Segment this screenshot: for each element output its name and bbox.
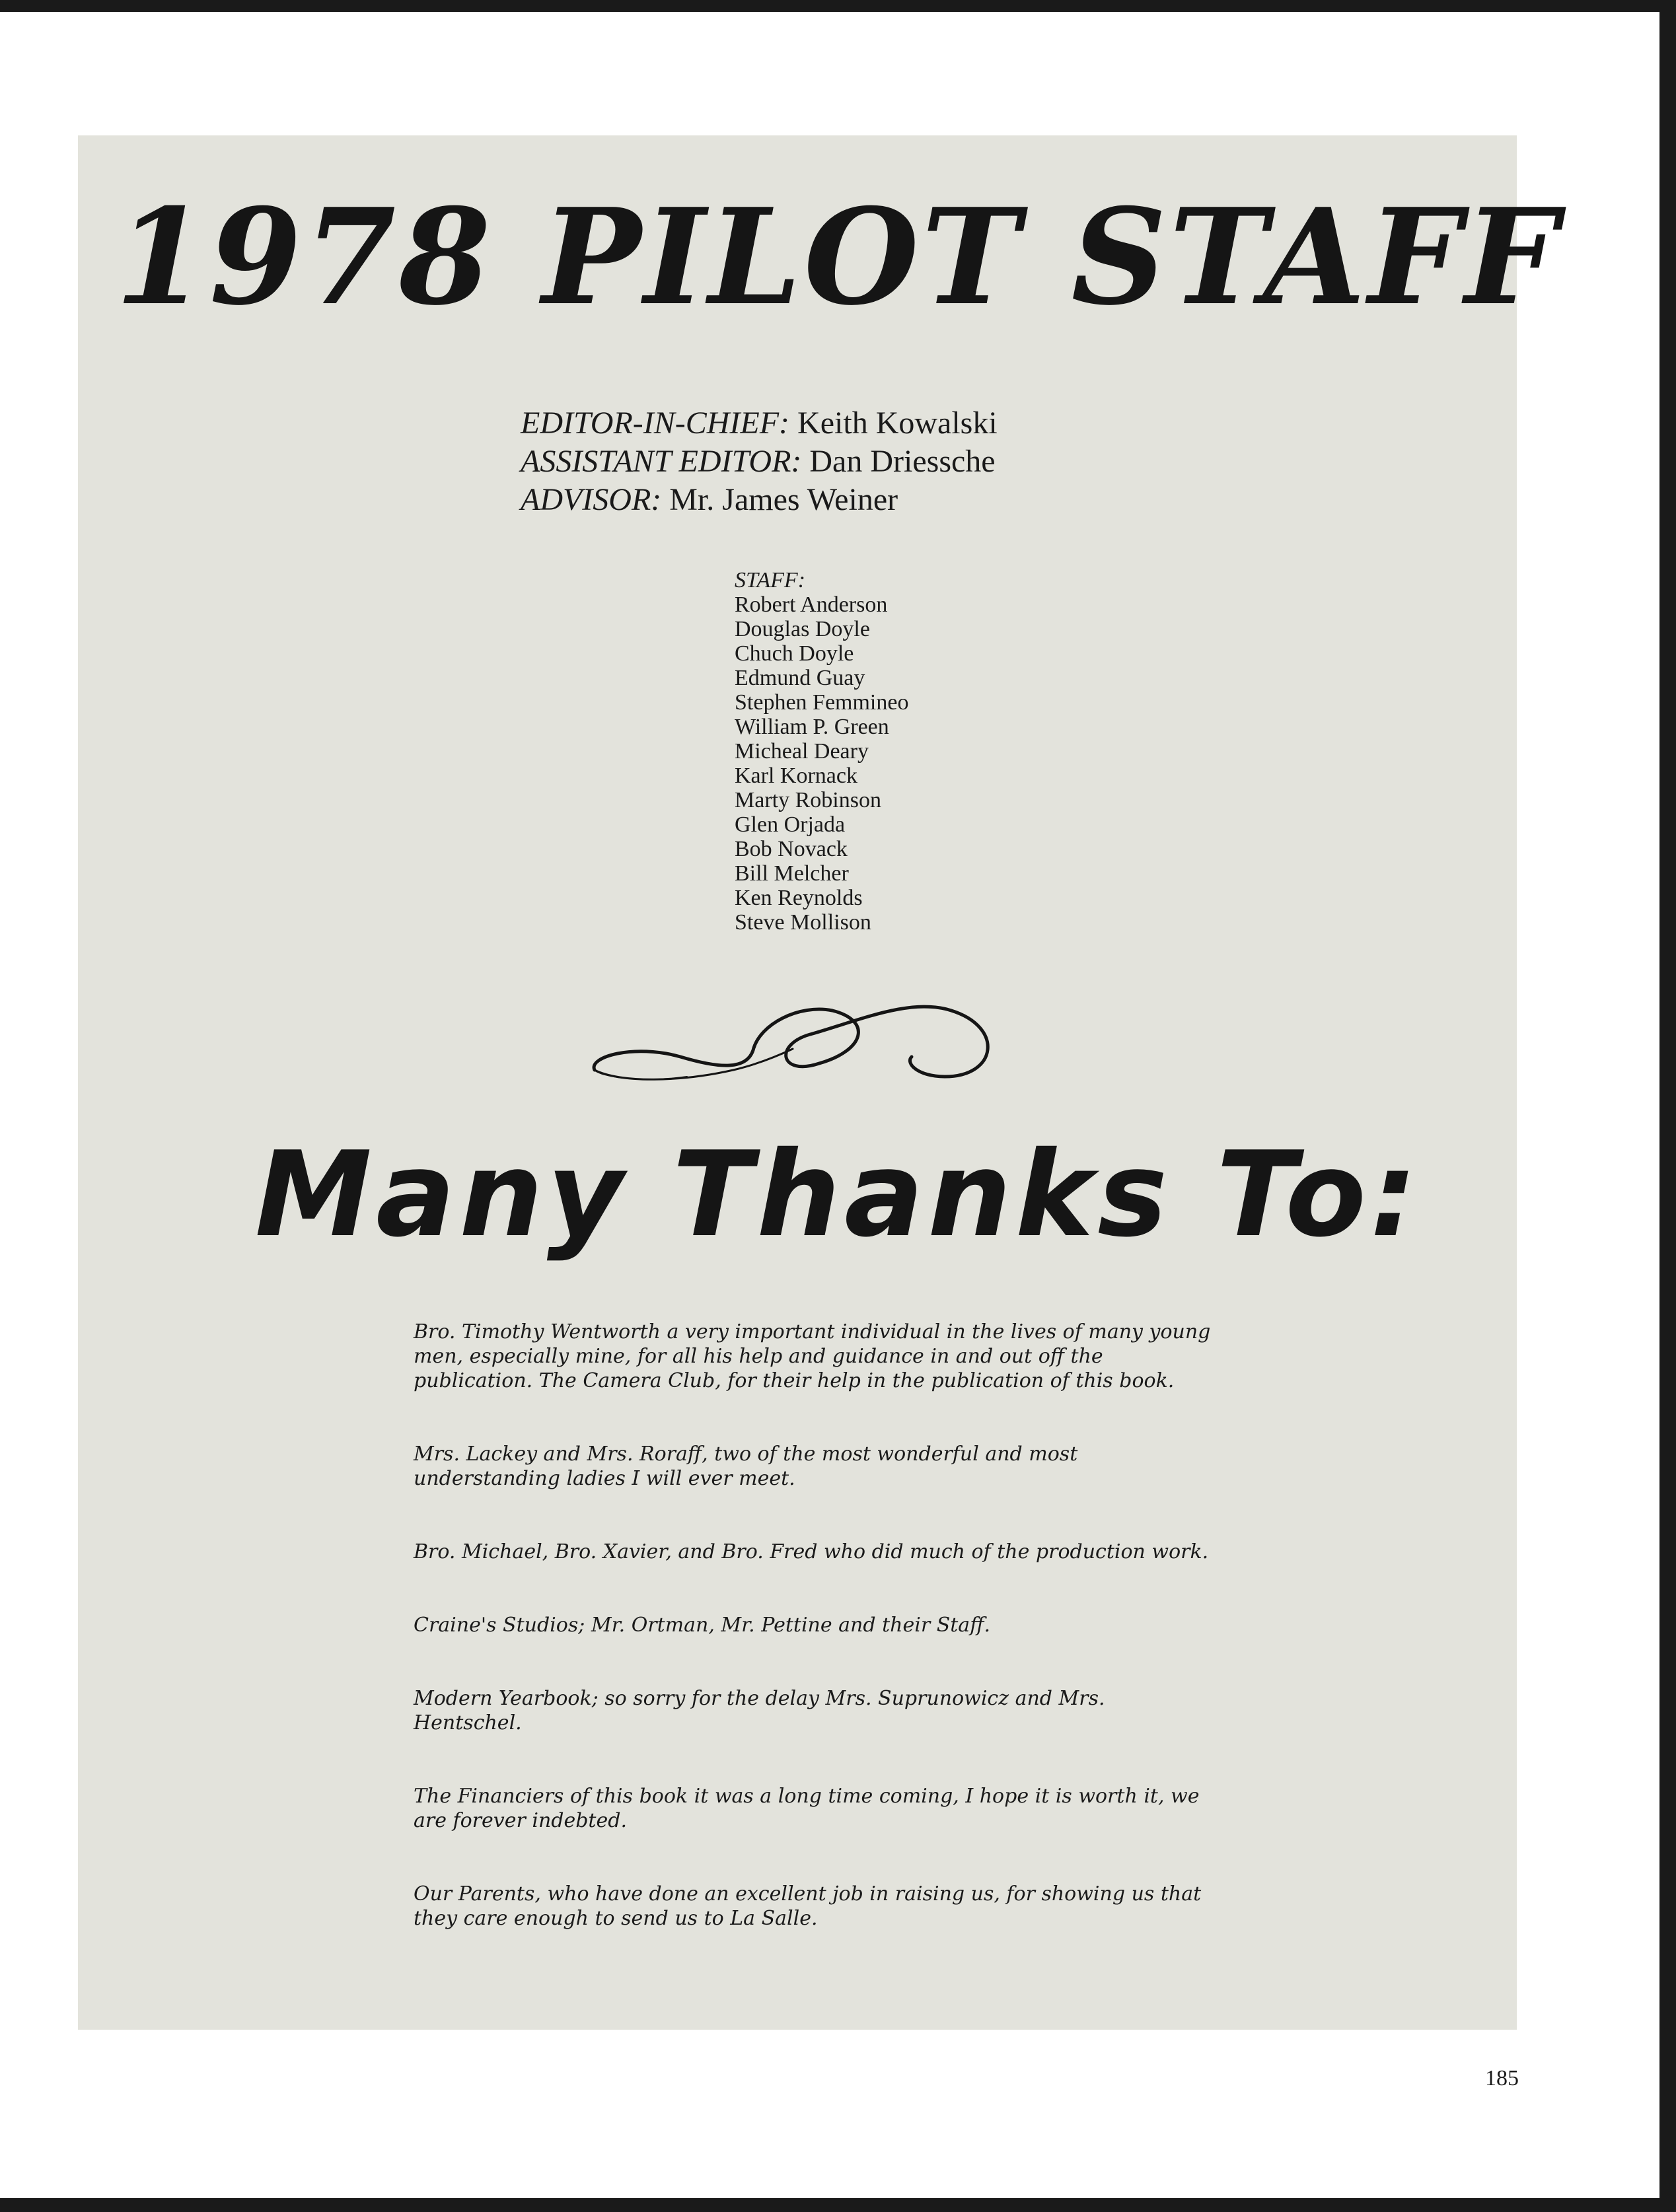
staff-member: Bill Melcher <box>735 861 849 886</box>
editor-role: EDITOR-IN-CHIEF: <box>521 406 790 441</box>
staff-member: Stephen Femmineo <box>735 690 909 715</box>
acknowledgement-paragraph: Mrs. Lackey and Mrs. Roraff, two of the most wonderful and most understanding ladies I will ever meet. <box>414 1443 1078 1490</box>
acknowledgement-paragraph: Craine's Studios; Mr. Ortman, Mr. Pettine and their Staff. <box>414 1614 990 1637</box>
acknowledgement-paragraph: Modern Yearbook; so sorry for the delay Mrs. Suprunowicz and Mrs. Hentschel. <box>414 1687 1105 1734</box>
editor-row <box>521 481 998 519</box>
editor-row <box>521 404 998 443</box>
staff-label: STAFF: <box>735 568 806 592</box>
editor-name: Keith Kowalski <box>797 406 998 441</box>
editor-name: Mr. James Weiner <box>669 482 898 517</box>
acknowledgement-paragraph: Bro. Michael, Bro. Xavier, and Bro. Fred who did much of the production work. <box>414 1540 1209 1563</box>
flourish-ornament <box>581 971 1011 1096</box>
staff-member: Robert Anderson <box>735 592 888 617</box>
editor-name: Dan Driessche <box>809 444 996 479</box>
staff-member: Ken Reynolds <box>735 886 863 910</box>
staff-member: William P. Green <box>735 715 889 739</box>
staff-member: Douglas Doyle <box>735 617 870 641</box>
staff-member: Bob Novack <box>735 837 848 861</box>
staff-member: Edmund Guay <box>735 666 865 690</box>
acknowledgements-list <box>414 1320 1213 1980</box>
staff-member: Glen Orjada <box>735 812 846 837</box>
acknowledgement-paragraph: Bro. Timothy Wentworth a very important individual in the lives of many young men, especially mine, for all his help and guidance in and out off the publication. The Camera Club, for their help in the publication of this book. <box>414 1320 1211 1392</box>
acknowledgement-paragraph: Our Parents, who have done an excellent job in raising us, for showing us that they care enough to send us to La Salle. <box>414 1882 1202 1930</box>
acknowledgement-paragraph: The Financiers of this book it was a long time coming, I hope it is worth it, we are forever indebted. <box>414 1785 1200 1832</box>
editor-row <box>521 443 998 481</box>
page-title: 1978 PILOT STAFF <box>115 180 1561 335</box>
staff-member: Chuch Doyle <box>735 641 854 666</box>
staff-member: Steve Mollison <box>735 910 871 935</box>
editor-role: ADVISOR: <box>521 482 662 517</box>
thanks-heading: Many Thanks To: <box>254 1126 1422 1263</box>
staff-member: Karl Kornack <box>735 764 857 788</box>
staff-list <box>735 568 908 935</box>
staff-member: Micheal Deary <box>735 739 869 764</box>
editor-role: ASSISTANT EDITOR: <box>521 444 802 479</box>
editors-list <box>521 404 998 519</box>
page-number: 185 <box>1485 2066 1519 2090</box>
staff-member: Marty Robinson <box>735 788 881 812</box>
